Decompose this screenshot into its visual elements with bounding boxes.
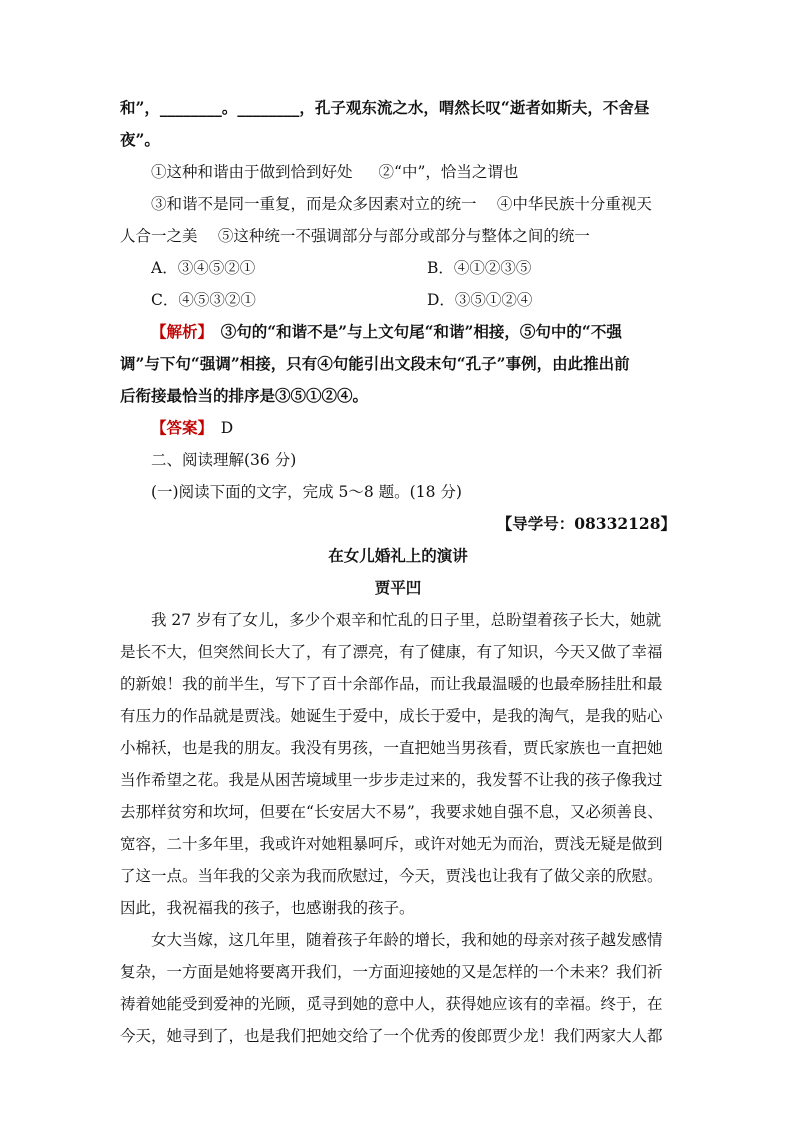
question-text-line: 和”，________。________，孔子观东流之水，喟然长叹“逝者如斯夫，不舍昼 [120,98,650,117]
article-paragraph-line: 复杂，一方面是她将要离开我们，一方面迎接她的又是怎样的一个未来？我们祈 [120,963,663,981]
article-paragraph-line: 因此，我祝福我的孩子，也感谢我的孩子。 [120,899,415,917]
article-title: 在女儿婚礼上的演讲 [328,546,468,565]
analysis-tag: 【解析】 [151,322,206,341]
subsection-heading: (一)阅读下面的文字，完成 5～8 题。(18 分) [151,483,462,501]
analysis-line: 后衔接最恰当的排序是③⑤①②④。 [120,386,369,405]
article-paragraph-line: 宽容，二十多年里，我或许对她粗暴呵斥，或许对她无为而治，贾浅无疑是做到 [120,835,663,853]
option-d: D．③⑤①②④ [427,291,533,309]
article-paragraph-line: 祷着她能受到爱神的光顾，觅寻到她的意中人，获得她应该有的幸福。终于，在 [120,995,663,1013]
choice-sentences-line [151,162,707,182]
article-paragraph-line: 我 27 岁有了女儿，多少个艰辛和忙乱的日子里，总盼望着孩子长大，她就 [151,611,662,629]
article-paragraph-line: 去那样贫穷和坎坷，但要在“长安居大不易”，我要求她自强不息，又必须善良、 [120,803,663,821]
analysis-line [151,322,676,342]
article-paragraph-line: 有压力的作品就是贾浅。她诞生于爱中，成长于爱中，是我的淘气，是我的贴心 [120,707,663,725]
choice-sentences-line: ③和谐不是同一重复，而是众多因素对立的统一 ④中华民族十分重视天 [151,195,652,213]
article-paragraph-line: 当作希望之花。我是从困苦境域里一步步走过来的，我发誓不让我的孩子像我过 [120,771,663,789]
answer-tag: 【答案】 [151,418,206,437]
section-heading: 二、阅读理解(36 分) [151,451,297,469]
sentence-2: ②“中”，恰当之谓也 [378,163,519,181]
option-b: B．④①②③⑤ [427,259,532,277]
option-row [151,258,707,278]
article-paragraph-line: 的新娘！我的前半生，写下了百十余部作品，而让我最温暖的也最牵肠挂肚和最 [120,675,663,693]
answer-value: D [205,419,234,437]
article-paragraph-line: 是长不大，但突然间长大了，有了漂亮，有了健康，有了知识，今天又做了幸福 [120,643,663,661]
analysis-line: 调”与下句“强调”相接，只有④句能引出文段末句“孔子”事例，由此推出前 [120,354,630,373]
choice-sentences-line: 人合一之美 ⑤这种统一不强调部分与部分或部分与整体之间的统一 [120,227,590,245]
option-row [151,290,707,310]
sentence-1: ①这种和谐由于做到恰到好处 [151,163,353,181]
article-paragraph-line: 今天，她寻到了，也是我们把她交给了一个优秀的俊郎贾少龙！我们两家大人都 [120,1027,663,1045]
article-paragraph-line: 小棉袄，也是我的朋友。我没有男孩，一直把她当男孩看，贾氏家族也一直把她 [120,739,663,757]
article-author: 贾平凹 [374,578,422,597]
guide-number: 【导学号：08332128】 [496,514,676,533]
option-c: C．④⑤③②① [151,291,256,309]
article-paragraph-line: 了这一点。当年我的父亲为我而欣慰过，今天，贾浅也让我有了做父亲的欣慰。 [120,867,663,885]
option-a: A．③④⑤②① [151,259,256,277]
question-text-line: 夜”。 [120,130,160,149]
answer-line [151,418,707,438]
article-paragraph-line: 女大当嫁，这几年里，随着孩子年龄的增长，我和她的母亲对孩子越发感情 [151,931,663,949]
analysis-text: ③句的“和谐不是”与上文句尾“和谐”相接，⑤句中的“不强 [205,322,622,341]
